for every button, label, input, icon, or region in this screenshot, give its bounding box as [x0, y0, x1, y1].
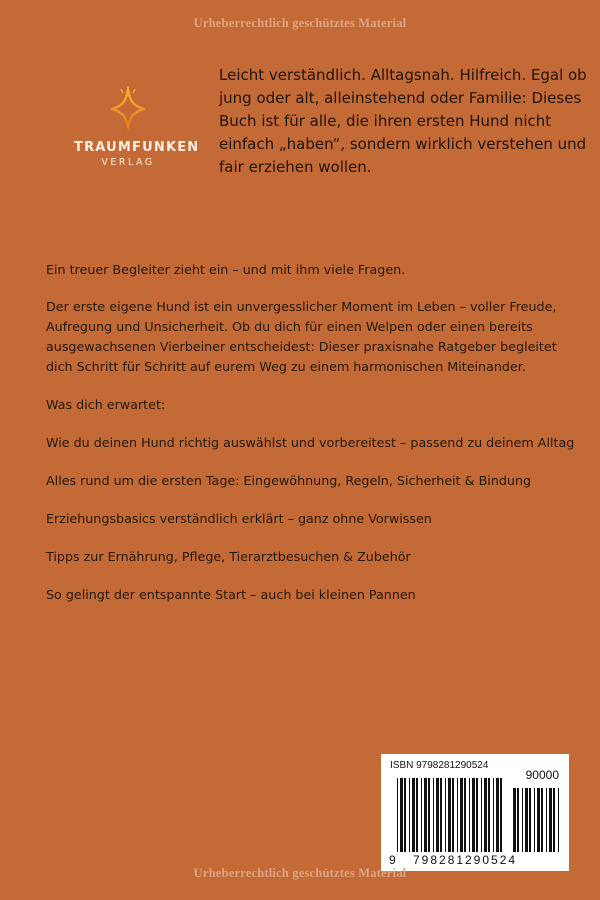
price-code: 90000	[525, 768, 559, 782]
publisher-name: TRAUMFUNKEN	[74, 140, 200, 155]
watermark-bottom: Urheberrechtlich geschütztes Material	[193, 866, 407, 880]
publisher-logo	[74, 86, 200, 168]
barcode-bar	[460, 778, 463, 852]
barcode-bar	[496, 778, 499, 852]
barcode-bar	[500, 778, 502, 852]
barcode-bar	[436, 778, 439, 852]
barcode-bar	[433, 778, 434, 852]
barcode-bar	[469, 778, 470, 852]
barcode-bar	[522, 788, 523, 852]
description	[46, 260, 576, 605]
barcode-bar	[546, 788, 547, 852]
barcode-bar	[400, 778, 403, 852]
sparkle-star-icon	[108, 86, 148, 132]
ean-group-left: 798281	[413, 853, 466, 867]
barcode-bar	[513, 788, 516, 852]
barcode-bar	[488, 778, 490, 852]
barcode-bar	[409, 778, 410, 852]
barcode-bar	[537, 788, 540, 852]
section-heading: Was dich erwartet:	[46, 397, 166, 412]
barcode-bar	[404, 778, 406, 852]
watermark-top: Urheberrechtlich geschütztes Material	[193, 16, 407, 30]
lead-paragraph: Ein treuer Begleiter zieht ein – und mit ihm viele Fragen.	[46, 262, 406, 277]
barcode-bar	[472, 778, 475, 852]
list-item: So gelingt der entspannte Start – auch bei kleinen Pannen	[46, 587, 416, 602]
barcode-bar	[412, 778, 415, 852]
barcode-bar	[464, 778, 466, 852]
intro-text: Leicht verständlich. Alltagsnah. Hilfreich. Egal ob jung oder alt, alleinstehend oder Familie: Dieses Buch ist für alle, die ihren ersten Hund nicht einfach „haben“, sondern wirklich verstehen und fair erziehen wollen.	[219, 66, 587, 176]
ean-group-right: 290524	[465, 853, 518, 867]
isbn-label: ISBN 9798281290524	[390, 760, 489, 771]
barcode-bar	[553, 788, 555, 852]
barcode-bar	[541, 788, 543, 852]
barcode-bar	[476, 778, 478, 852]
barcode-bar	[416, 778, 418, 852]
barcode-bar	[421, 778, 422, 852]
barcode-bar	[493, 778, 494, 852]
list-item: Tipps zur Ernährung, Pflege, Tierarztbesuchen & Zubehör	[46, 549, 411, 564]
barcode-bar	[440, 778, 442, 852]
barcode-bar	[424, 778, 427, 852]
barcode-bar	[534, 788, 535, 852]
barcode-bar	[428, 778, 430, 852]
barcode-bar	[517, 788, 519, 852]
barcode-bar	[397, 778, 398, 852]
barcode-bar	[457, 778, 458, 852]
barcode-bar	[481, 778, 482, 852]
description-paragraph: Der erste eigene Hund ist ein unvergesslicher Moment im Leben – voller Freude, Aufregung und Unsicherheit. Ob du dich für einen Welpen oder einen bereits ausgewachsenen Vierbeiner entscheidest: Dieser praxisnahe Ratgeber begleitet dich Schritt für Schritt auf eurem Weg zu einem harmonischen Miteinander.	[46, 299, 557, 374]
barcode-bar	[558, 788, 559, 852]
list-item: Alles rund um die ersten Tage: Eingewöhnung, Regeln, Sicherheit & Bindung	[46, 473, 532, 488]
list-item: Erziehungsbasics verständlich erklärt – ganz ohne Vorwissen	[46, 511, 432, 526]
ean-first-digit: 9	[389, 853, 396, 867]
barcode-bar	[445, 778, 446, 852]
barcode-bar	[525, 788, 528, 852]
barcode-bars	[389, 778, 563, 852]
barcode-bar	[452, 778, 454, 852]
barcode-bar	[448, 778, 451, 852]
list-item: Wie du deinen Hund richtig auswählst und vorbereitest – passend zu deinem Alltag	[46, 435, 575, 450]
barcode-box	[381, 754, 569, 871]
publisher-sub: VERLAG	[101, 157, 155, 168]
barcode-bar	[484, 778, 487, 852]
barcode-bar	[529, 788, 531, 852]
barcode-bar	[549, 788, 552, 852]
